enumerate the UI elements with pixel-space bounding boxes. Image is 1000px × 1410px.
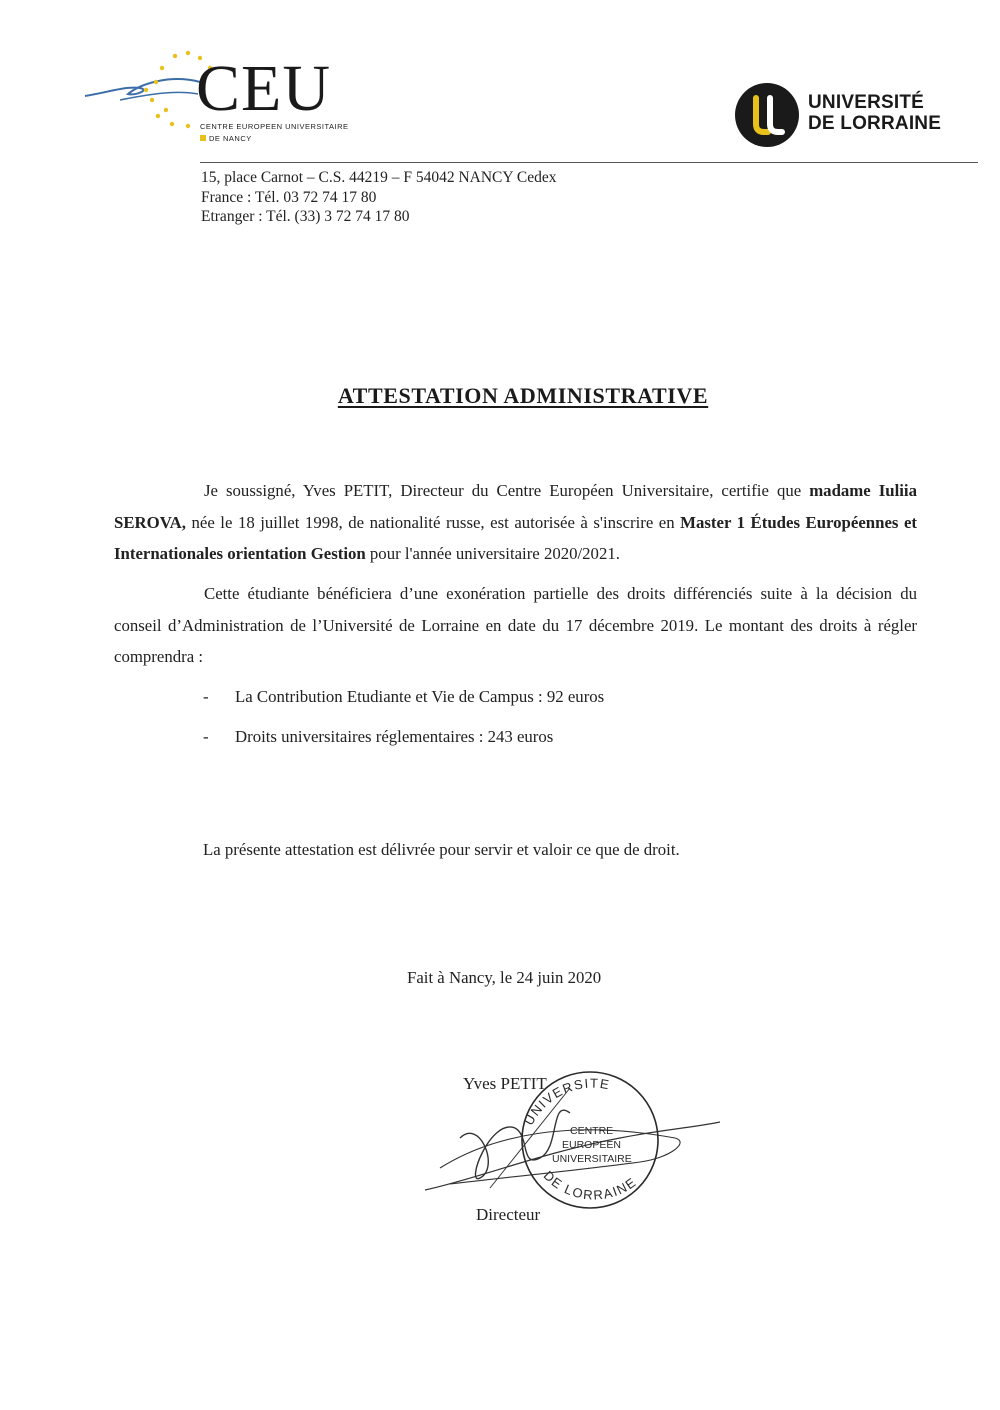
stamp-center-line3: UNIVERSITAIRE	[552, 1153, 632, 1165]
ul-logo-line1: UNIVERSITÉ	[808, 92, 925, 113]
ul-logo-line2: DE LORRAINE	[808, 113, 942, 134]
student-name: madame Iuliia SEROVA,	[114, 481, 917, 532]
official-stamp-and-signature	[420, 1058, 740, 1228]
address-block	[201, 168, 556, 227]
header-divider	[200, 162, 978, 163]
ul-logo-text	[808, 92, 941, 134]
fee-campus-contribution: La Contribution Etudiante et Vie de Campus : 92 euros	[235, 687, 605, 706]
stamp-center-line2: EUROPEEN	[562, 1139, 621, 1151]
address-line: 15, place Carnot – C.S. 44219 – F 54042 NANCY Cedex	[201, 169, 557, 186]
phone-abroad: Etranger : Tél. (33) 3 72 74 17 80	[201, 208, 410, 225]
para1-text-3: pour l'année universitaire 2020/2021.	[365, 544, 620, 563]
fee-university-rights: Droits universitaires réglementaires : 243 euros	[235, 727, 554, 746]
list-bullet: -	[203, 687, 209, 706]
place-and-date: Fait à Nancy, le 24 juin 2020	[407, 968, 602, 987]
ceu-logo-letters: CEU	[196, 52, 331, 125]
stamp-top-text: UNIVERSITE	[521, 1075, 612, 1128]
para2-text: Cette étudiante bénéficiera d’une exonération partielle des droits différenciés suite à la décision du conseil d’Administration de l’Université de Lorraine en date du 17 décembre 2019. Le montant des droits à régler comprendra :	[114, 584, 917, 666]
closing-statement: La présente attestation est délivrée pour servir et valoir ce que de droit.	[203, 840, 680, 859]
exemption-paragraph	[114, 578, 917, 673]
phone-france: France : Tél. 03 72 74 17 80	[201, 188, 377, 206]
ceu-logo-subtitle: CENTRE EUROPEEN UNIVERSITAIRE	[200, 122, 349, 131]
document-title: ATTESTATION ADMINISTRATIVE	[337, 383, 709, 408]
stamp-center-line1: CENTRE	[570, 1125, 614, 1137]
signatory-title: Directeur	[476, 1205, 541, 1224]
para1-text-2: née le 18 juillet 1998, de nationalité russe, est autorisée à s'inscrire en	[185, 512, 681, 532]
stamp-bottom-text: DE LORRAINE	[540, 1167, 640, 1203]
ceu-logo-subtitle-city: DE NANCY	[200, 134, 252, 144]
list-bullet: -	[203, 727, 209, 746]
signatory-name: Yves PETIT	[463, 1074, 547, 1093]
program-name: Master 1 Études Européennes et Internationales orientation Gestion	[114, 512, 917, 563]
para1-text-1: Je soussigné, Yves PETIT, Directeur du Centre Européen Universitaire, certifie que	[204, 481, 810, 500]
ceu-logo	[80, 44, 360, 154]
universite-de-lorraine-logo	[734, 82, 942, 148]
ul-emblem-icon	[734, 82, 800, 148]
certification-paragraph	[114, 475, 917, 570]
